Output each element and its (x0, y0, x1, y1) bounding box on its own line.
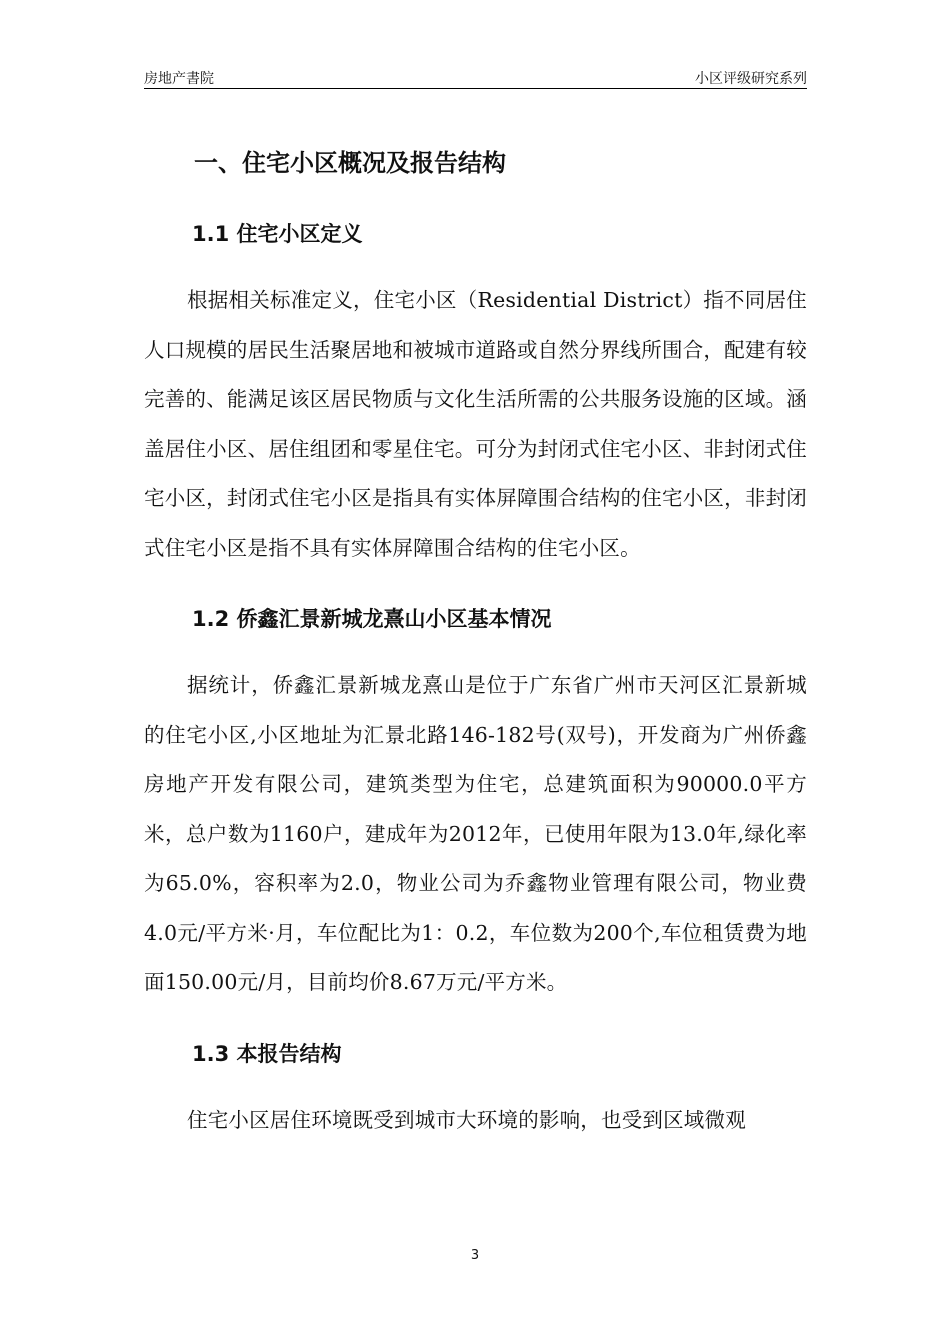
paragraph-definition: 根据相关标准定义，住宅小区（Residential District）指不同居住人口规模的居民生活聚居地和被城市道路或自然分界线所围合，配建有较完善的、能满足该区居民物质与文化生活所需的公共服务设施的区域。涵盖居住小区、居住组团和零星住宅。可分为封闭式住宅小区、非封闭式住宅小区，封闭式住宅小区是指具有实体屏障围合结构的住宅小区，非封闭式住宅小区是指不具有实体屏障围合结构的住宅小区。 (144, 288, 807, 560)
page-number: 3 (470, 1248, 480, 1263)
header-series-title: 小区评级研究系列 (695, 71, 807, 87)
header-publisher: 房地产書院 (144, 71, 214, 87)
subsection-title-1-3: 1.3 本报告结构 (192, 1041, 342, 1066)
section-title: 一、住宅小区概况及报告结构 (194, 149, 506, 177)
paragraph-basic-info: 据统计，侨鑫汇景新城龙熹山是位于广东省广州市天河区汇景新城的住宅小区,小区地址为汇景北路146-182号(双号)，开发商为广州侨鑫房地产开发有限公司，建筑类型为住宅，总建筑面积为90000.0平方米，总户数为1160户，建成年为2012年，已使用年限为13.0年,绿化率为65.0%，容积率为2.0，物业公司为乔鑫物业管理有限公司，物业费4.0元/平方米·月，车位配比为1：0.2，车位数为200个,车位租赁费为地面150.00元/月，目前均价8.67万元/平方米。 (144, 673, 807, 994)
paragraph-report-structure: 住宅小区居住环境既受到城市大环境的影响，也受到区域微观 (187, 1107, 746, 1132)
page-header (144, 62, 807, 89)
document-body (144, 140, 807, 1145)
subsection-title-1-2: 1.2 侨鑫汇景新城龙熹山小区基本情况 (192, 607, 552, 631)
subsection-title-1-1: 1.1 住宅小区定义 (192, 222, 363, 246)
